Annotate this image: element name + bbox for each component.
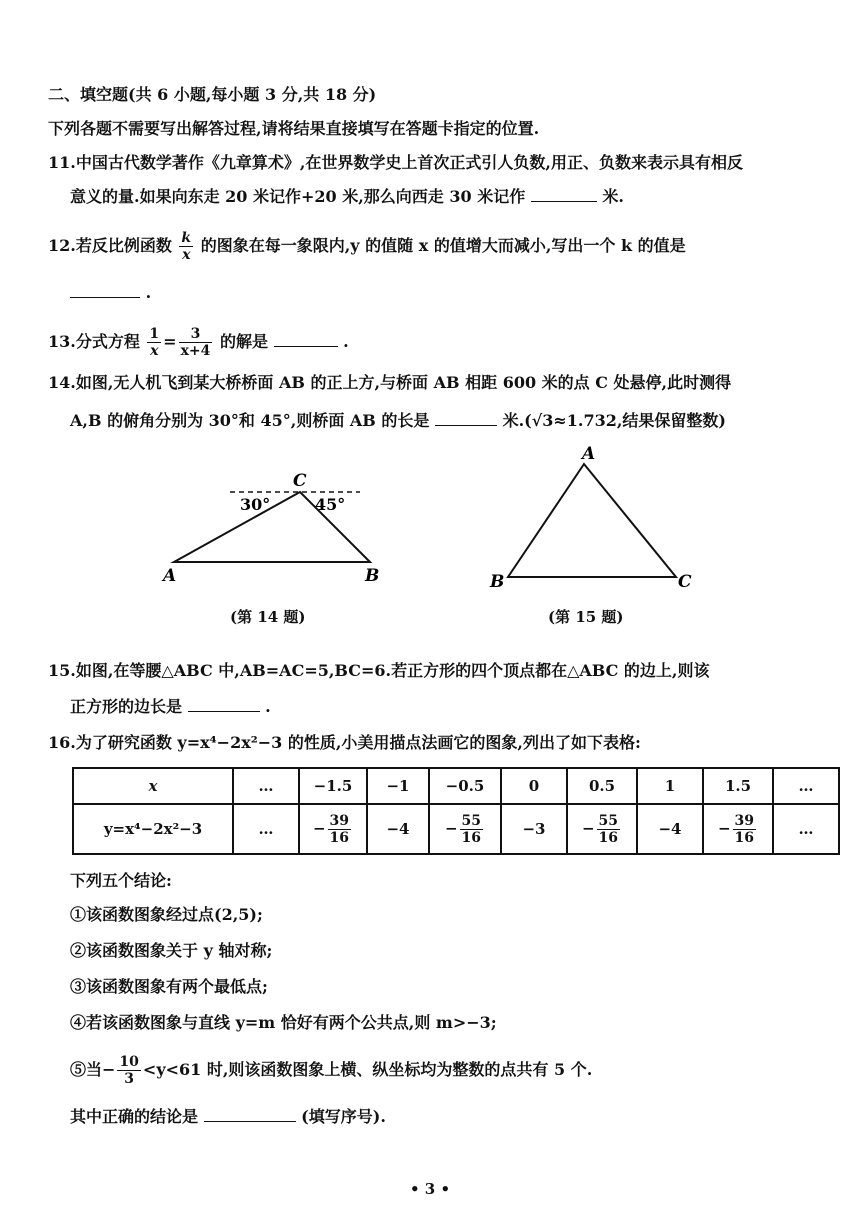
q12-fraction xyxy=(179,230,193,263)
q13-frac1-den: x xyxy=(150,343,159,359)
table-cell: − $\frac{39}{16}$ xyxy=(299,804,367,854)
section-instruction: 下列各题不需要写出解答过程,请将结果直接填写在答题卡指定的位置. xyxy=(48,119,540,138)
fig15-label-a: A xyxy=(582,444,596,464)
page-number: • 3 • xyxy=(409,1180,451,1198)
q16-c5-fraction xyxy=(117,1054,140,1087)
table-cell: … xyxy=(773,768,839,804)
fig15-label-c: C xyxy=(678,572,692,592)
table-cell: − $\frac{39}{16}$ xyxy=(703,804,773,854)
table-cell: 1 xyxy=(637,768,703,804)
table-row-x xyxy=(73,768,839,804)
q14-line1: 14.如图,无人机飞到某大桥桥面 AB 的正上方,与桥面 AB 相距 600 米的点 C 处悬停,此时测得 xyxy=(48,373,732,392)
fig14-caption: (第 14 题) xyxy=(230,608,306,626)
table-cell: −1 xyxy=(367,768,429,804)
table-cell: … xyxy=(233,768,299,804)
fig14-angle-45: 45° xyxy=(315,495,346,514)
q16-answer-line xyxy=(70,1106,386,1128)
q12-answer-blank[interactable] xyxy=(70,283,140,298)
table-cell: … xyxy=(233,804,299,854)
q16-conclusion-3: ③该函数图象有两个最低点; xyxy=(70,977,268,996)
q12-line2 xyxy=(70,282,151,304)
fig14-angle-30: 30° xyxy=(240,495,271,514)
table-cell: 0.5 xyxy=(567,768,637,804)
q13-suffix: 的解是 xyxy=(219,332,268,351)
q11-line1: 11.中国古代数学著作《九章算术》,在世界数学史上首次正式引人负数,用正、负数来表示具有相反 xyxy=(48,153,743,172)
table-cell: − $\frac{55}{16}$ xyxy=(429,804,501,854)
figure-15-diagram xyxy=(486,442,706,592)
table-header-x: x xyxy=(73,768,233,804)
q16-answer-prefix: 其中正确的结论是 xyxy=(70,1107,199,1126)
q13-fraction-right xyxy=(179,326,213,359)
q14-line2 xyxy=(70,410,726,432)
figure-14-diagram xyxy=(160,462,390,592)
q16-conclusion-4: ④若该函数图象与直线 y=m 恰好有两个公共点,则 m>−3; xyxy=(70,1013,497,1032)
q15-line1: 15.如图,在等腰△ABC 中,AB=AC=5,BC=6.若正方形的四个顶点都在△ABC 的边上,则该 xyxy=(48,661,710,680)
section-title: 二、填空题(共 6 小题,每小题 3 分,共 18 分) xyxy=(48,85,377,104)
q16-conclusion-5 xyxy=(70,1054,592,1087)
table-header-y: y=x⁴−2x²−3 xyxy=(73,804,233,854)
q15-answer-blank[interactable] xyxy=(188,697,260,712)
q11-line2 xyxy=(70,186,624,208)
q14-line2-start: A,B 的俯角分别为 30°和 45°,则桥面 AB 的长是 xyxy=(70,411,430,430)
q15-line2-end: . xyxy=(265,697,271,716)
q13-frac1-num: 1 xyxy=(149,326,160,342)
q14-line2-end: 米.(√3≈1.732,结果保留整数) xyxy=(502,411,727,430)
q16-c5-prefix: ⑤当− xyxy=(70,1060,116,1079)
q12-prefix: 12.若反比例函数 xyxy=(48,236,178,255)
q13-frac2-den: x+4 xyxy=(180,343,211,359)
q16-c5-frac-num: 10 xyxy=(119,1054,139,1070)
fig14-label-b: B xyxy=(365,566,380,586)
q16-answer-blank[interactable] xyxy=(204,1107,296,1122)
q12-line1 xyxy=(48,230,686,263)
q11-answer-blank[interactable] xyxy=(531,187,597,202)
fig15-label-b: B xyxy=(490,572,505,592)
q16-answer-suffix: (填写序号). xyxy=(301,1107,386,1126)
q15-line2 xyxy=(70,696,271,718)
q16-value-table xyxy=(72,767,840,855)
table-cell: −4 xyxy=(367,804,429,854)
fig14-label-c: C xyxy=(293,471,307,491)
q13-answer-blank[interactable] xyxy=(274,332,338,347)
table-cell: − $\frac{55}{16}$ xyxy=(567,804,637,854)
q16-conclusion-1: ①该函数图象经过点(2,5); xyxy=(70,905,263,924)
q12-suffix: 的图象在每一象限内,y 的值随 x 的值增大而减小,写出一个 k 的值是 xyxy=(200,236,686,255)
fig15-triangle xyxy=(508,464,676,577)
table-row-y xyxy=(73,804,839,854)
fig14-label-a: A xyxy=(163,566,177,586)
table-cell: −0.5 xyxy=(429,768,501,804)
table-cell: … xyxy=(773,804,839,854)
table-cell: −4 xyxy=(637,804,703,854)
q16-line1: 16.为了研究函数 y=x⁴−2x²−3 的性质,小美用描点法画它的图象,列出了如下表格: xyxy=(48,733,641,752)
q13-end: . xyxy=(343,332,349,351)
q16-conclusion-2: ②该函数图象关于 y 轴对称; xyxy=(70,941,273,960)
q12-frac-den: x xyxy=(182,247,191,263)
q13-eq: = xyxy=(163,332,177,351)
table-cell: −1.5 xyxy=(299,768,367,804)
q12-end: . xyxy=(145,283,152,302)
q13-prefix: 13.分式方程 xyxy=(48,332,140,351)
fig15-caption: (第 15 题) xyxy=(548,608,624,626)
q13-frac2-num: 3 xyxy=(179,326,213,343)
q13-line xyxy=(48,326,349,359)
q13-fraction-left xyxy=(147,326,161,359)
table-cell: −3 xyxy=(501,804,567,854)
q11-line2-end: 米. xyxy=(602,187,624,206)
table-cell: 0 xyxy=(501,768,567,804)
q16-intro: 下列五个结论: xyxy=(70,871,172,890)
q11-line2-text: 意义的量.如果向东走 20 米记作+20 米,那么向西走 30 米记作 xyxy=(70,187,526,206)
q15-line2-start: 正方形的边长是 xyxy=(70,697,183,716)
table-cell: 1.5 xyxy=(703,768,773,804)
q14-answer-blank[interactable] xyxy=(435,411,497,426)
q16-c5-suffix: <y<61 时,则该函数图象上横、纵坐标均为整数的点共有 5 个. xyxy=(142,1060,593,1079)
q16-c5-frac-den: 3 xyxy=(124,1071,135,1087)
q12-frac-num: k xyxy=(181,230,192,246)
